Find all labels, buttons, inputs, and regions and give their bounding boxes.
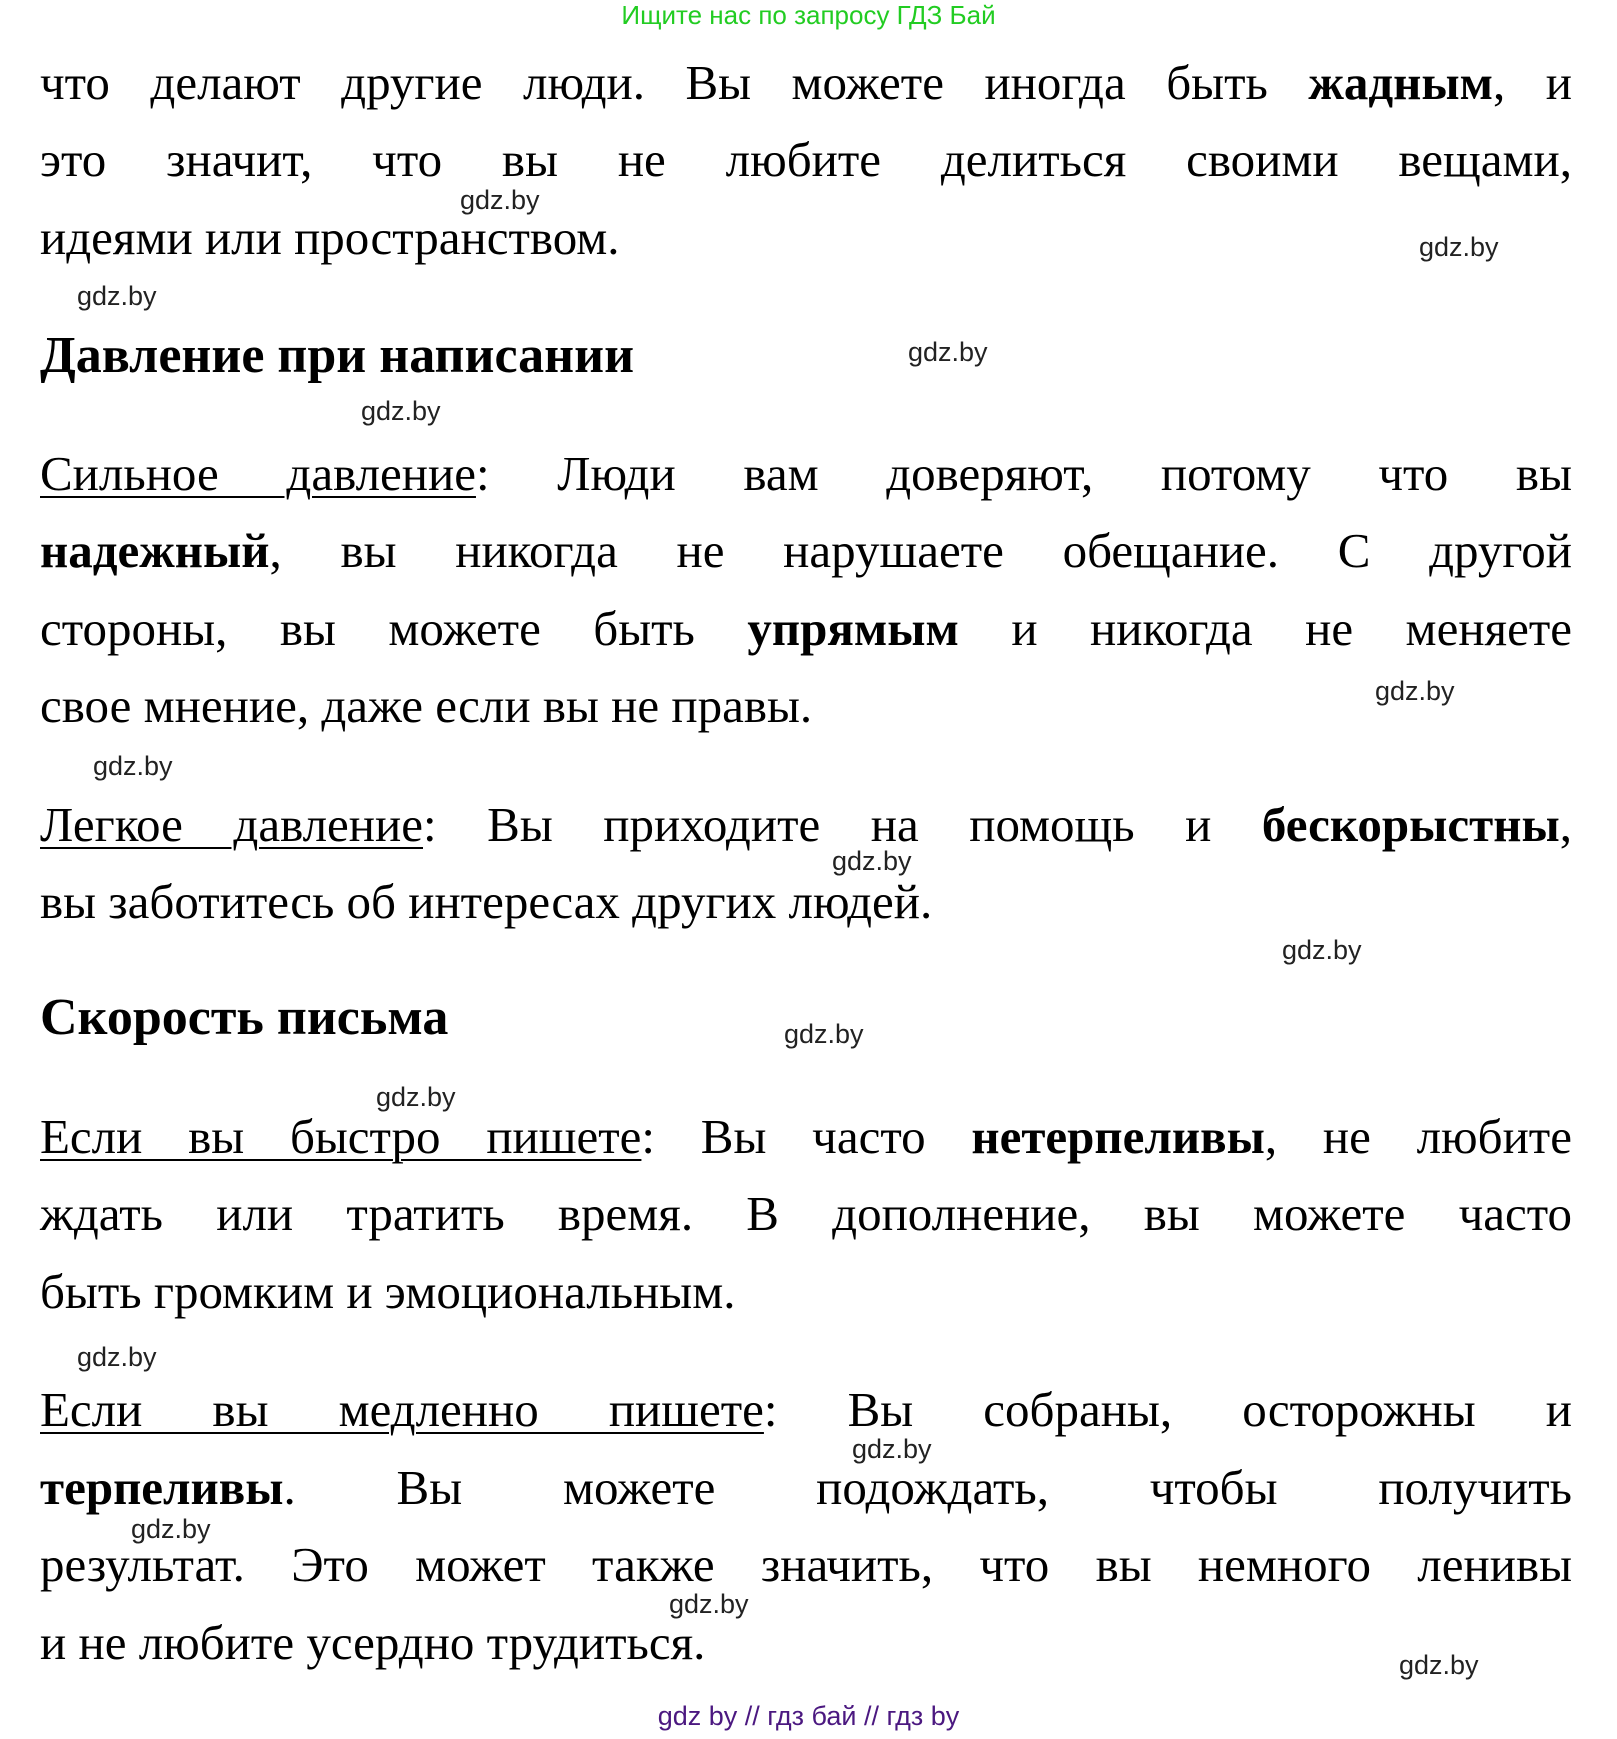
watermark: gdz.by: [460, 185, 540, 215]
text-line: ждать или тратить время. В дополнение, вы можете часто: [40, 1186, 1572, 1241]
footer-links: gdz by // гдз бай // гдз by: [657, 1701, 960, 1731]
bold-term: жадным: [1308, 55, 1494, 110]
text-line: это значит, что вы не любите делиться своими вещами,: [40, 132, 1572, 187]
text-line: и не любите усердно трудиться.: [40, 1615, 706, 1670]
text: . Вы можете подождать, чтобы получить: [283, 1460, 1572, 1515]
watermark: gdz.by: [908, 337, 988, 367]
text-line: [40, 521, 1572, 581]
watermark: gdz.by: [1375, 676, 1455, 706]
text-line: [40, 444, 1572, 504]
term-label: Если вы медленно пишете: [40, 1382, 764, 1437]
term-label: Легкое давление: [40, 797, 423, 852]
bold-term: упрямым: [747, 601, 959, 656]
text-line: [40, 599, 1572, 659]
text-line: [40, 53, 1572, 113]
text-line: результат. Это может также значить, что вы немного ленивы: [40, 1537, 1572, 1592]
text-line: [40, 1107, 1572, 1167]
term-label: Если вы быстро пишете: [40, 1109, 642, 1164]
section-heading: Давление при написании: [40, 327, 635, 384]
watermark: gdz.by: [852, 1434, 932, 1464]
text: , не любите: [1264, 1109, 1572, 1164]
watermark: gdz.by: [361, 396, 441, 426]
text-line: [40, 1458, 1572, 1518]
text: что делают другие люди. Вы можете иногда быть: [40, 55, 1309, 110]
watermark: gdz.by: [77, 1342, 157, 1372]
section-heading: Скорость письма: [40, 989, 449, 1046]
bold-term: нетерпеливы: [971, 1109, 1265, 1164]
watermark: gdz.by: [77, 281, 157, 311]
bold-term: бескорыстны: [1261, 797, 1560, 852]
bold-term: терпеливы: [40, 1460, 284, 1515]
text: и никогда не меняете: [958, 601, 1572, 656]
text: : Вы приходите на помощь и: [423, 797, 1262, 852]
text-line: вы заботитесь об интересах других людей.: [40, 874, 933, 929]
text: стороны, вы можете быть: [40, 601, 748, 656]
text-line: свое мнение, даже если вы не правы.: [40, 678, 813, 733]
watermark: gdz.by: [131, 1514, 211, 1544]
text-line: быть громким и эмоциональным.: [40, 1264, 736, 1319]
watermark: gdz.by: [832, 846, 912, 876]
text-line: идеями или пространством.: [40, 210, 620, 265]
text: ,: [1559, 797, 1572, 852]
term-label: Сильное давление: [40, 446, 476, 501]
text-line: [40, 1380, 1572, 1440]
bold-term: надежный: [40, 523, 270, 578]
watermark: gdz.by: [1282, 935, 1362, 965]
text: , вы никогда не нарушаете обещание. С другой: [269, 523, 1572, 578]
text: : Люди вам доверяют, потому что вы: [475, 446, 1572, 501]
watermark: gdz.by: [1419, 232, 1499, 262]
text: : Вы собраны, осторожны и: [763, 1382, 1573, 1437]
text-line: [40, 795, 1572, 855]
watermark: gdz.by: [1399, 1650, 1479, 1680]
watermark: gdz.by: [376, 1082, 456, 1112]
text: : Вы часто: [641, 1109, 972, 1164]
watermark: gdz.by: [669, 1589, 749, 1619]
text: , и: [1493, 55, 1572, 110]
search-hint-banner: Ищите нас по запросу ГДЗ Бай: [621, 0, 996, 30]
watermark: gdz.by: [93, 751, 173, 781]
watermark: gdz.by: [784, 1019, 864, 1049]
